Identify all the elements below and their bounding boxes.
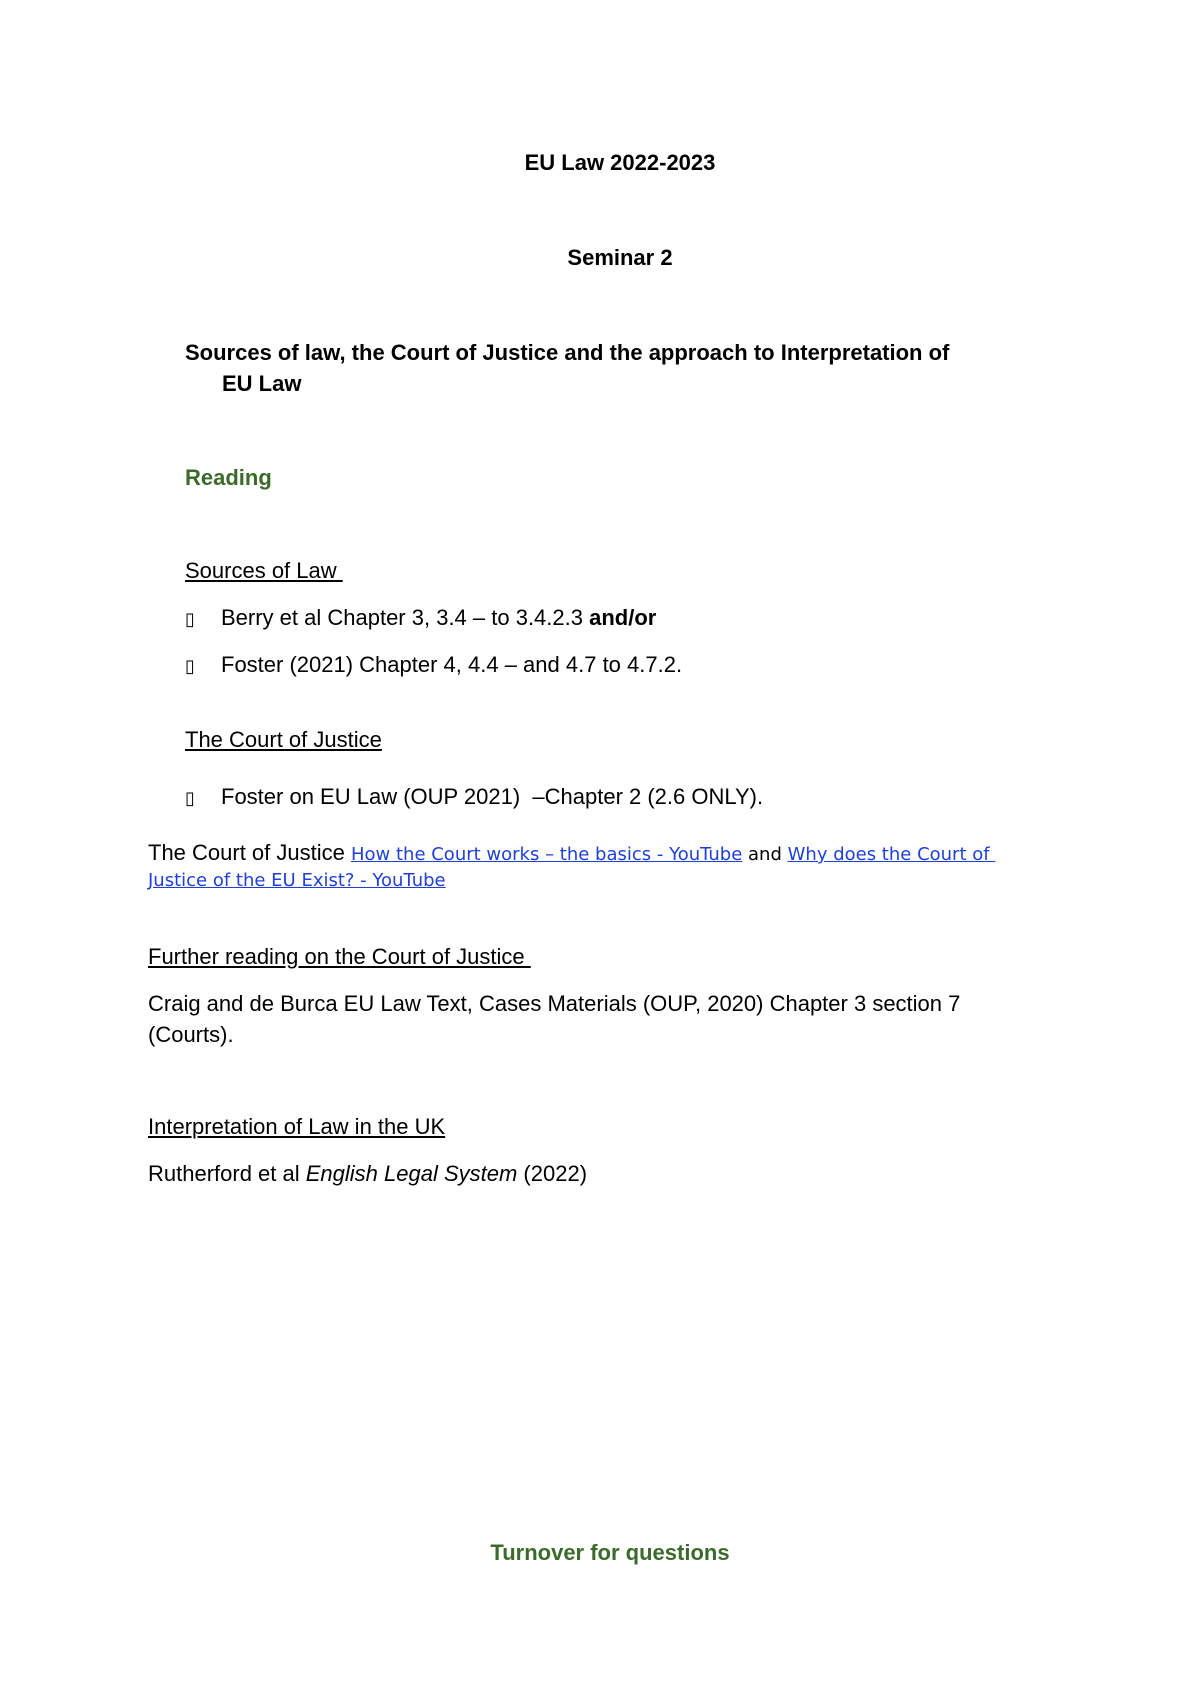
further-reading-line2: (Courts).	[148, 1022, 234, 1047]
reading-heading: Reading	[185, 465, 272, 490]
interpretation-reference	[148, 1159, 587, 1189]
why-court-exists-video-link[interactable]: Why does the Court of	[787, 844, 996, 865]
video-line-prefix: The Court of Justice	[148, 840, 351, 865]
bullet-marker: ▯	[185, 788, 195, 809]
video-links-line-continued	[148, 870, 446, 891]
further-reading-line1: Craig and de Burca EU Law Text, Cases Materials (OUP, 2020) Chapter 3 section 7	[148, 991, 961, 1016]
sources-of-law-heading: Sources of Law	[185, 558, 343, 583]
topic-title-line2: EU Law	[222, 371, 302, 396]
interpretation-heading: Interpretation of Law in the UK	[148, 1114, 446, 1139]
court-of-justice-heading: The Court of Justice	[185, 727, 382, 752]
list-item	[185, 603, 656, 635]
bullet-marker: ▯	[185, 609, 195, 630]
bullet-marker: ▯	[185, 656, 195, 677]
interpretation-book-title: English Legal System	[305, 1161, 518, 1186]
further-reading-heading: Further reading on the Court of Justice	[148, 944, 531, 969]
interpretation-year: (2022)	[517, 1161, 588, 1186]
list-item-text: Berry et al Chapter 3, 3.4 – to 3.4.2.3	[221, 605, 590, 630]
video-line-joiner: and	[742, 844, 788, 865]
list-item	[185, 782, 763, 814]
list-item-emphasis: and/or	[589, 605, 657, 630]
topic-title-line1: Sources of law, the Court of Justice and the approach to Interpretation of	[185, 340, 950, 365]
court-basics-video-link[interactable]: How the Court works – the basics - YouTube	[350, 844, 743, 865]
list-item	[185, 650, 682, 682]
interpretation-authors: Rutherford et al	[148, 1161, 306, 1186]
seminar-title: Seminar 2	[567, 245, 673, 270]
why-court-exists-video-link-continued[interactable]: Justice of the EU Exist? - YouTube	[148, 870, 446, 891]
list-item-text: Foster (2021) Chapter 4, 4.4 – and 4.7 to 4.7.2.	[221, 652, 683, 677]
video-links-line	[148, 838, 995, 870]
turnover-note: Turnover for questions	[490, 1540, 730, 1565]
list-item-text: Foster on EU Law (OUP 2021) –Chapter 2 (2.6 ONLY).	[221, 784, 764, 809]
course-title: EU Law 2022-2023	[524, 150, 716, 175]
